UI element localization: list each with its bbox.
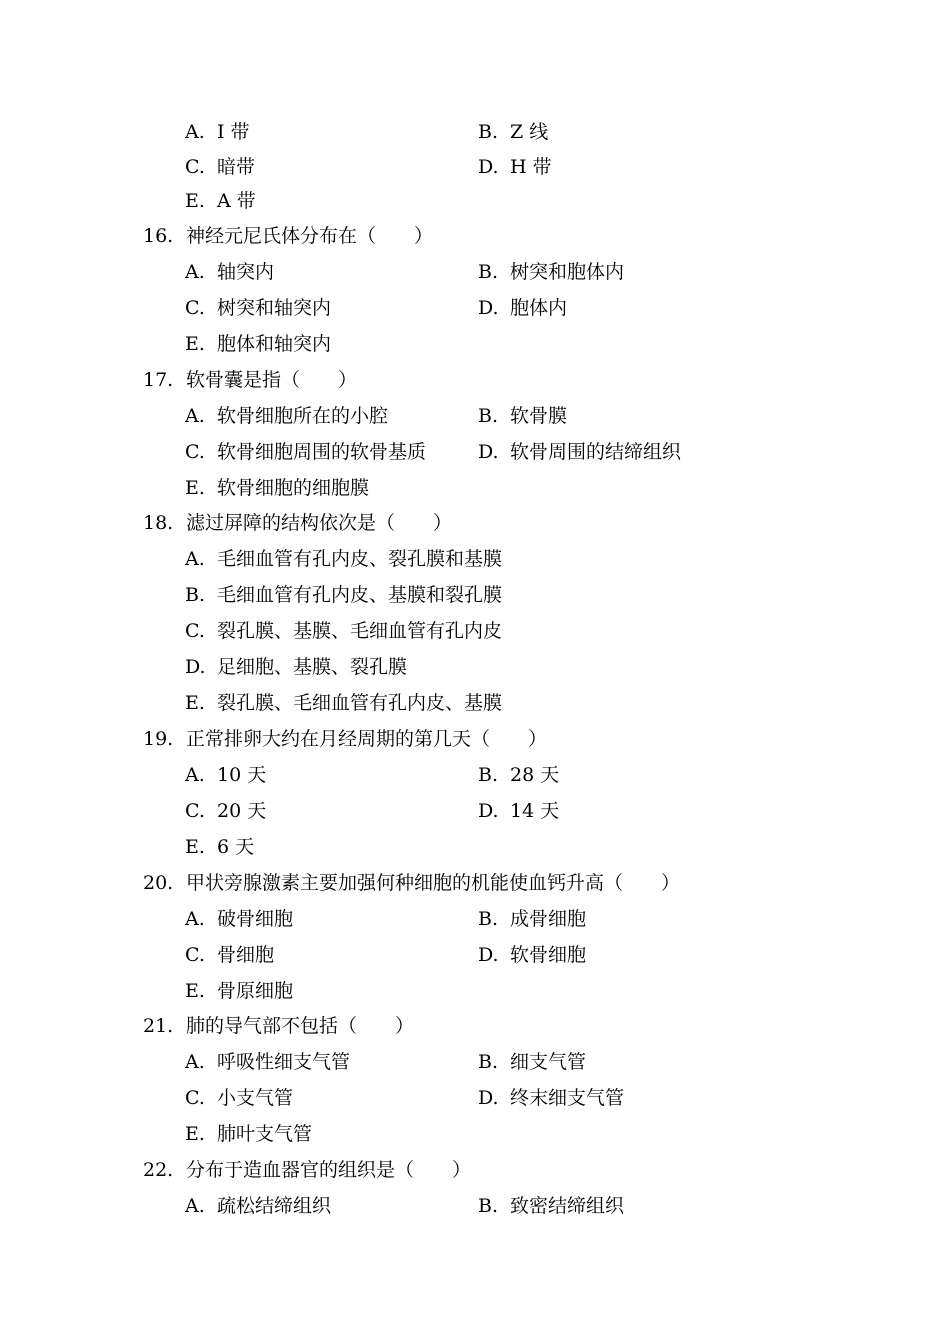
question-number: 17. <box>143 369 174 391</box>
option-20-c <box>185 941 274 969</box>
option-20-d <box>478 941 586 969</box>
option-letter: A. <box>185 1051 205 1073</box>
option-21-d <box>478 1084 624 1112</box>
option-text: 树突和轴突内 <box>217 297 332 319</box>
option-text: A 带 <box>217 190 256 212</box>
question-21 <box>143 1012 414 1040</box>
option-text: 树突和胞体内 <box>510 261 625 283</box>
option-16-b <box>478 258 624 286</box>
option-text: 肺叶支气管 <box>217 1123 313 1145</box>
option-letter: D. <box>478 297 499 319</box>
option-18-b <box>185 581 502 609</box>
option-19-d <box>478 797 559 825</box>
option-20-b <box>478 905 586 933</box>
option-18-d <box>185 653 407 681</box>
option-letter: B. <box>185 584 206 606</box>
option-letter: D. <box>478 156 499 178</box>
option-20-a <box>185 905 293 933</box>
option-letter: E. <box>185 1123 205 1145</box>
option-21-e <box>185 1120 312 1148</box>
option-letter: D. <box>185 656 206 678</box>
option-text: 骨原细胞 <box>217 980 294 1002</box>
question-17 <box>143 366 357 394</box>
option-text: 小支气管 <box>217 1087 294 1109</box>
option-text: 14 天 <box>510 800 560 822</box>
option-19-c <box>185 797 266 825</box>
option-text: 软骨周围的结缔组织 <box>510 441 682 463</box>
option-text: 软骨细胞周围的软骨基质 <box>217 441 427 463</box>
question-text: 甲状旁腺激素主要加强何种细胞的机能使血钙升高（ ） <box>186 872 681 894</box>
option-text: 成骨细胞 <box>510 908 587 930</box>
option-letter: D. <box>478 800 499 822</box>
option-15-c <box>185 153 255 181</box>
option-letter: C. <box>185 297 205 319</box>
option-text: 骨细胞 <box>217 944 275 966</box>
option-text: 致密结缔组织 <box>510 1195 625 1217</box>
question-19 <box>143 725 547 753</box>
option-text: 软骨细胞所在的小腔 <box>217 405 389 427</box>
option-text: 足细胞、基膜、裂孔膜 <box>217 656 408 678</box>
option-text: 终末细支气管 <box>510 1087 625 1109</box>
option-text: Z 线 <box>510 121 549 143</box>
option-letter: C. <box>185 800 205 822</box>
option-letter: A. <box>185 764 205 786</box>
option-text: H 带 <box>510 156 552 178</box>
option-22-b <box>478 1192 624 1220</box>
option-letter: A. <box>185 121 205 143</box>
option-letter: E. <box>185 477 205 499</box>
option-letter: B. <box>478 121 499 143</box>
question-number: 16. <box>143 225 174 247</box>
question-text: 滤过屏障的结构依次是（ ） <box>186 512 453 534</box>
question-number: 18. <box>143 512 174 534</box>
option-text: 28 天 <box>510 764 560 786</box>
option-17-e <box>185 474 369 502</box>
option-letter: B. <box>478 908 499 930</box>
question-text: 分布于造血器官的组织是（ ） <box>186 1159 472 1181</box>
option-letter: C. <box>185 944 205 966</box>
option-21-c <box>185 1084 293 1112</box>
option-text: 细支气管 <box>510 1051 587 1073</box>
option-text: 毛细血管有孔内皮、基膜和裂孔膜 <box>217 584 503 606</box>
option-21-b <box>478 1048 586 1076</box>
option-text: 轴突内 <box>217 261 275 283</box>
option-22-a <box>185 1192 331 1220</box>
option-18-a <box>185 545 502 573</box>
option-text: I 带 <box>217 121 250 143</box>
option-letter: B. <box>478 764 499 786</box>
option-letter: B. <box>478 1051 499 1073</box>
option-letter: C. <box>185 620 205 642</box>
option-letter: E. <box>185 692 205 714</box>
option-text: 胞体和轴突内 <box>217 333 332 355</box>
option-letter: A. <box>185 261 205 283</box>
option-text: 裂孔膜、毛细血管有孔内皮、基膜 <box>217 692 503 714</box>
option-15-e <box>185 187 256 215</box>
option-text: 破骨细胞 <box>217 908 294 930</box>
option-18-c <box>185 617 502 645</box>
option-text: 6 天 <box>217 836 255 858</box>
option-text: 呼吸性细支气管 <box>217 1051 351 1073</box>
question-22 <box>143 1156 471 1184</box>
option-17-b <box>478 402 567 430</box>
option-letter: A. <box>185 405 205 427</box>
option-letter: D. <box>478 944 499 966</box>
option-16-c <box>185 294 331 322</box>
option-17-c <box>185 438 426 466</box>
option-letter: E. <box>185 190 205 212</box>
option-17-d <box>478 438 681 466</box>
option-20-e <box>185 977 293 1005</box>
option-letter: C. <box>185 1087 205 1109</box>
option-letter: E. <box>185 980 205 1002</box>
option-letter: B. <box>478 1195 499 1217</box>
option-18-e <box>185 689 502 717</box>
option-text: 软骨细胞的细胞膜 <box>217 477 370 499</box>
option-16-d <box>478 294 567 322</box>
option-15-a <box>185 118 250 146</box>
question-number: 20. <box>143 872 174 894</box>
option-19-e <box>185 833 254 861</box>
option-letter: C. <box>185 156 205 178</box>
option-letter: A. <box>185 548 205 570</box>
option-letter: E. <box>185 333 205 355</box>
option-16-a <box>185 258 274 286</box>
option-17-a <box>185 402 388 430</box>
question-text: 神经元尼氏体分布在（ ） <box>186 225 434 247</box>
question-text: 肺的导气部不包括（ ） <box>186 1015 415 1037</box>
option-text: 毛细血管有孔内皮、裂孔膜和基膜 <box>217 548 503 570</box>
question-20 <box>143 869 680 897</box>
option-15-d <box>478 153 552 181</box>
option-text: 胞体内 <box>510 297 568 319</box>
option-letter: B. <box>478 261 499 283</box>
question-text: 正常排卵大约在月经周期的第几天（ ） <box>186 728 548 750</box>
option-text: 软骨膜 <box>510 405 568 427</box>
option-16-e <box>185 330 331 358</box>
option-letter: D. <box>478 441 499 463</box>
option-text: 疏松结缔组织 <box>217 1195 332 1217</box>
option-letter: B. <box>478 405 499 427</box>
question-number: 19. <box>143 728 174 750</box>
question-text: 软骨囊是指（ ） <box>186 369 358 391</box>
option-letter: A. <box>185 1195 205 1217</box>
option-text: 暗带 <box>217 156 256 178</box>
option-text: 20 天 <box>217 800 267 822</box>
option-19-b <box>478 761 559 789</box>
question-16 <box>143 222 433 250</box>
question-number: 21. <box>143 1015 174 1037</box>
question-number: 22. <box>143 1159 174 1181</box>
option-letter: E. <box>185 836 205 858</box>
option-text: 10 天 <box>217 764 267 786</box>
option-text: 裂孔膜、基膜、毛细血管有孔内皮 <box>217 620 503 642</box>
option-letter: C. <box>185 441 205 463</box>
option-15-b <box>478 118 548 146</box>
option-21-a <box>185 1048 350 1076</box>
option-letter: A. <box>185 908 205 930</box>
option-letter: D. <box>478 1087 499 1109</box>
option-text: 软骨细胞 <box>510 944 587 966</box>
option-19-a <box>185 761 266 789</box>
question-18 <box>143 509 452 537</box>
